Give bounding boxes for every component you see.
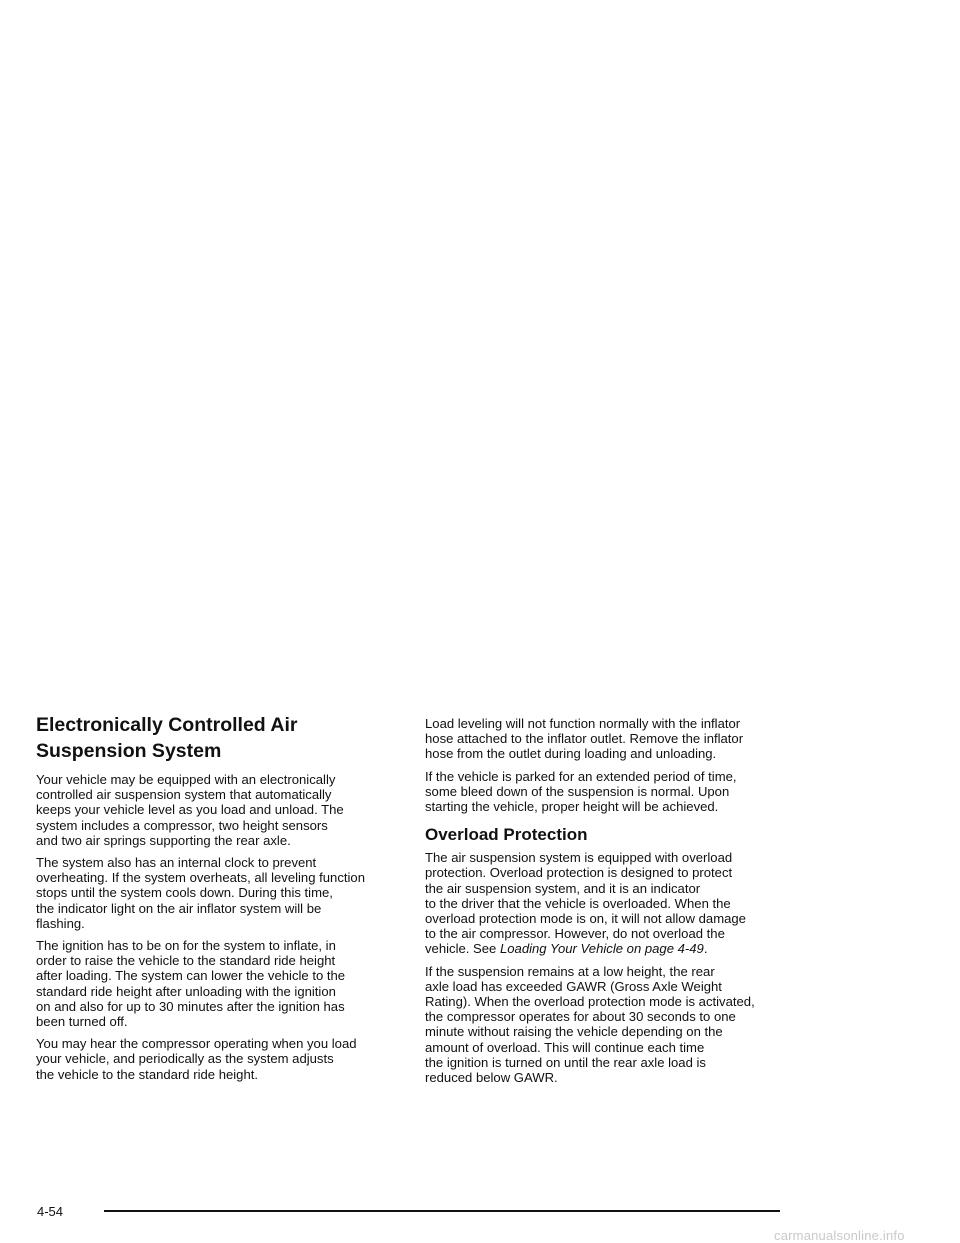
paragraph-intro: Your vehicle may be equipped with an electronically controlled air suspension system that automatically keeps your vehicle level as you load and unload. The system includes a compressor, two height sensors and two air springs supporting the rear axle.	[36, 772, 344, 848]
right-column	[425, 716, 790, 1092]
overload-intro-text: The air suspension system is equipped with overload protection. Overload protection is designed to protect the air suspension system, and it is an indicator to the driver that the vehicle is overloaded. When the overload protection mode is on, it will not allow damage to the air compressor. However, do not overload the vehicle. See	[425, 850, 746, 957]
paragraph-inflator-hose: Load leveling will not function normally with the inflator hose attached to the inflator outlet. Remove the inflator hose from the outlet during loading and unloading.	[425, 716, 744, 762]
subheading-overload-protection: Overload Protection	[425, 825, 588, 845]
paragraph-bleed-down: If the vehicle is parked for an extended period of time, some bleed down of the suspension is normal. Upon starting the vehicle, proper height will be achieved.	[425, 768, 737, 815]
footer-divider	[104, 1210, 780, 1212]
section-heading-air-suspension: Electronically Controlled Air Suspension System	[36, 714, 298, 762]
paragraph-overload-intro	[425, 850, 790, 956]
paragraph-internal-clock: The system also has an internal clock to prevent overheating. If the system overheats, all leveling function stops until the system cools down. During this time, the indicator light on the air inflator system will be flashing.	[36, 855, 365, 931]
paragraph-compressor-noise: You may hear the compressor operating when you load your vehicle, and periodically as the system adjusts the vehicle to the standard ride height.	[36, 1036, 357, 1082]
page-number: 4-54	[37, 1204, 64, 1219]
watermark-text: carmanualsonline.info	[774, 1228, 905, 1243]
paragraph-gawr: If the suspension remains at a low height, the rear axle load has exceeded GAWR (Gross Axle Weight Rating). When the overload protection mode is activated, the compressor operates for about 30 seconds to one minute without raising the vehicle depending on the amount of overload. This will continue each time the ignition is turned on until the rear axle load is reduced below GAWR.	[425, 963, 755, 1086]
overload-intro-end: .	[703, 941, 708, 957]
paragraph-ignition: The ignition has to be on for the system to inflate, in order to raise the vehicle to the standard ride height after loading. The system can lower the vehicle to the standard ride height after unloading with the ignition on and also for up to 30 minutes after the ignition has been turned off.	[36, 938, 346, 1030]
left-column	[36, 716, 398, 1089]
cross-reference-link[interactable]: Loading Your Vehicle on page 4-49	[499, 941, 704, 957]
